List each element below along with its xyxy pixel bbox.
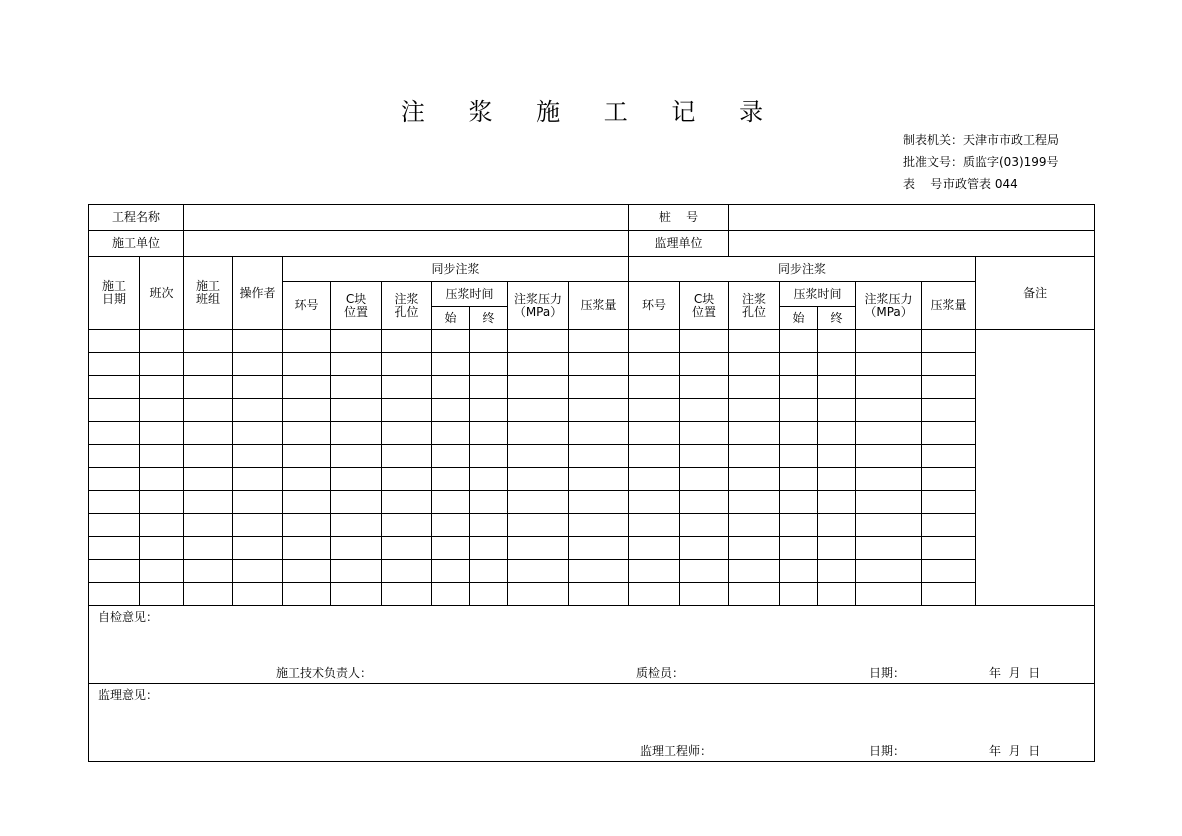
table-cell[interactable] — [680, 330, 729, 353]
table-cell[interactable] — [629, 560, 680, 583]
table-cell[interactable] — [856, 353, 922, 376]
table-cell[interactable] — [629, 514, 680, 537]
table-cell[interactable] — [729, 330, 780, 353]
table-cell[interactable] — [508, 468, 569, 491]
table-cell[interactable] — [432, 583, 470, 606]
table-cell[interactable] — [569, 353, 629, 376]
table-cell[interactable] — [140, 422, 184, 445]
header-volume-a: 压浆量 — [569, 282, 629, 330]
table-cell[interactable] — [856, 330, 922, 353]
header-start-a: 始 — [432, 307, 470, 330]
supervision-unit-label: 监理单位 — [629, 231, 729, 257]
table-cell[interactable] — [89, 468, 140, 491]
table-cell[interactable] — [140, 353, 184, 376]
header-construction-date: 施工 日期 — [89, 257, 140, 330]
table-cell[interactable] — [470, 468, 508, 491]
table-cell[interactable] — [432, 399, 470, 422]
table-cell[interactable] — [470, 422, 508, 445]
header-sync-grouting-b: 同步注浆 — [629, 257, 976, 282]
table-cell[interactable] — [184, 353, 233, 376]
table-cell[interactable] — [856, 468, 922, 491]
table-cell[interactable] — [780, 560, 818, 583]
table-cell[interactable] — [432, 445, 470, 468]
table-cell[interactable] — [729, 399, 780, 422]
table-cell[interactable] — [283, 560, 331, 583]
table-cell[interactable] — [432, 330, 470, 353]
table-row — [89, 514, 1095, 537]
header-hole-position-b: 注浆 孔位 — [729, 282, 780, 330]
grouting-record-table — [88, 204, 1095, 762]
table-cell[interactable] — [508, 491, 569, 514]
table-cell[interactable] — [680, 399, 729, 422]
header-pressure-b: 注浆压力 （MPa） — [856, 282, 922, 330]
table-cell[interactable] — [89, 560, 140, 583]
table-cell[interactable] — [283, 514, 331, 537]
table-cell[interactable] — [818, 583, 856, 606]
table-cell[interactable] — [508, 560, 569, 583]
table-cell[interactable] — [283, 583, 331, 606]
table-row — [89, 422, 1095, 445]
header-block-position-b: C块 位置 — [680, 282, 729, 330]
table-cell[interactable] — [140, 560, 184, 583]
table-cell[interactable] — [780, 376, 818, 399]
table-cell[interactable] — [729, 583, 780, 606]
table-cell[interactable] — [508, 583, 569, 606]
table-cell[interactable] — [818, 468, 856, 491]
table-cell[interactable] — [382, 560, 432, 583]
table-cell[interactable] — [184, 445, 233, 468]
table-cell[interactable] — [680, 445, 729, 468]
header-operator: 操作者 — [233, 257, 283, 330]
table-cell[interactable] — [331, 560, 382, 583]
table-cell[interactable] — [233, 583, 283, 606]
table-cell[interactable] — [780, 353, 818, 376]
table-cell[interactable] — [629, 468, 680, 491]
table-cell[interactable] — [140, 376, 184, 399]
table-cell[interactable] — [569, 560, 629, 583]
approval-number: 批准文号：质监字(03)199号 — [903, 155, 1059, 169]
table-cell[interactable] — [922, 330, 976, 353]
table-cell[interactable] — [470, 353, 508, 376]
table-cell[interactable] — [184, 514, 233, 537]
table-cell[interactable] — [569, 583, 629, 606]
table-cell[interactable] — [331, 330, 382, 353]
table-cell[interactable] — [856, 537, 922, 560]
table-cell[interactable] — [680, 537, 729, 560]
table-cell[interactable] — [432, 422, 470, 445]
table-cell[interactable] — [680, 422, 729, 445]
table-cell[interactable] — [432, 376, 470, 399]
table-cell[interactable] — [470, 445, 508, 468]
table-cell[interactable] — [569, 422, 629, 445]
self-check-label: 自检意见： — [98, 610, 159, 624]
table-cell[interactable] — [331, 422, 382, 445]
table-cell[interactable] — [629, 422, 680, 445]
table-cell[interactable] — [89, 330, 140, 353]
table-cell[interactable] — [508, 330, 569, 353]
table-cell[interactable] — [470, 330, 508, 353]
table-cell[interactable] — [818, 514, 856, 537]
table-cell[interactable] — [922, 445, 976, 468]
table-cell[interactable] — [283, 445, 331, 468]
table-cell[interactable] — [140, 514, 184, 537]
header-start-b: 始 — [780, 307, 818, 330]
table-cell[interactable] — [470, 583, 508, 606]
table-cell[interactable] — [233, 560, 283, 583]
table-cell[interactable] — [382, 537, 432, 560]
table-cell[interactable] — [629, 353, 680, 376]
table-cell[interactable] — [818, 376, 856, 399]
table-cell[interactable] — [569, 445, 629, 468]
table-cell[interactable] — [432, 468, 470, 491]
table-cell[interactable] — [629, 330, 680, 353]
header-end-b: 终 — [818, 307, 856, 330]
header-ring-no-a: 环号 — [283, 282, 331, 330]
table-cell[interactable] — [382, 445, 432, 468]
table-cell[interactable] — [432, 514, 470, 537]
table-cell[interactable] — [856, 514, 922, 537]
table-cell[interactable] — [283, 491, 331, 514]
table-cell[interactable] — [729, 537, 780, 560]
table-cell[interactable] — [382, 353, 432, 376]
tech-lead-label: 施工技术负责人： — [276, 666, 373, 680]
header-volume-b: 压浆量 — [922, 282, 976, 330]
table-cell[interactable] — [629, 537, 680, 560]
project-name-field[interactable] — [184, 205, 629, 231]
table-cell[interactable] — [89, 537, 140, 560]
table-cell[interactable] — [680, 583, 729, 606]
table-cell[interactable] — [780, 399, 818, 422]
table-cell[interactable] — [184, 376, 233, 399]
table-cell[interactable] — [184, 422, 233, 445]
table-cell[interactable] — [89, 399, 140, 422]
table-cell[interactable] — [818, 353, 856, 376]
table-cell[interactable] — [780, 445, 818, 468]
table-cell[interactable] — [382, 330, 432, 353]
table-cell[interactable] — [283, 468, 331, 491]
construction-unit-field[interactable] — [184, 231, 629, 257]
header-pressure-a: 注浆压力 （MPa） — [508, 282, 569, 330]
table-cell[interactable] — [331, 491, 382, 514]
table-cell[interactable] — [140, 583, 184, 606]
table-cell[interactable] — [729, 376, 780, 399]
table-cell[interactable] — [184, 468, 233, 491]
table-cell[interactable] — [140, 330, 184, 353]
construction-unit-label: 施工单位 — [89, 231, 184, 257]
table-row — [89, 537, 1095, 560]
header-block-position-a: C块 位置 — [331, 282, 382, 330]
project-name-label: 工程名称 — [89, 205, 184, 231]
table-cell[interactable] — [233, 376, 283, 399]
table-cell[interactable] — [89, 514, 140, 537]
table-cell[interactable] — [629, 376, 680, 399]
inspector-label: 质检员： — [636, 666, 685, 680]
table-cell[interactable] — [382, 376, 432, 399]
table-cell[interactable] — [569, 537, 629, 560]
table-cell[interactable] — [89, 376, 140, 399]
table-cell[interactable] — [729, 514, 780, 537]
self-check-date-label: 日期： — [869, 666, 906, 680]
table-cell[interactable] — [856, 583, 922, 606]
table-cell[interactable] — [331, 537, 382, 560]
table-row — [89, 583, 1095, 606]
table-cell[interactable] — [922, 537, 976, 560]
table-cell[interactable] — [508, 537, 569, 560]
table-cell[interactable] — [233, 468, 283, 491]
table-cell[interactable] — [233, 514, 283, 537]
table-cell[interactable] — [818, 560, 856, 583]
table-cell[interactable] — [680, 491, 729, 514]
table-row — [89, 353, 1095, 376]
header-sync-grouting-a: 同步注浆 — [283, 257, 629, 282]
table-cell[interactable] — [569, 376, 629, 399]
table-cell[interactable] — [470, 491, 508, 514]
table-cell[interactable] — [856, 560, 922, 583]
table-cell[interactable] — [729, 468, 780, 491]
table-row — [89, 468, 1095, 491]
table-cell[interactable] — [233, 399, 283, 422]
table-row — [89, 491, 1095, 514]
table-cell[interactable] — [680, 514, 729, 537]
issuing-authority: 制表机关：天津市市政工程局 — [903, 133, 1060, 147]
table-cell[interactable] — [780, 514, 818, 537]
table-cell[interactable] — [680, 353, 729, 376]
table-cell[interactable] — [856, 422, 922, 445]
self-check-ymd: 年 月 日 — [989, 666, 1041, 680]
table-cell[interactable] — [470, 376, 508, 399]
table-cell[interactable] — [508, 376, 569, 399]
table-cell[interactable] — [432, 491, 470, 514]
table-cell[interactable] — [629, 491, 680, 514]
form-number-value: 市政管表 044 — [943, 177, 1018, 191]
table-cell[interactable] — [818, 445, 856, 468]
self-check-cell[interactable] — [89, 606, 1095, 684]
table-cell[interactable] — [729, 445, 780, 468]
table-cell[interactable] — [233, 422, 283, 445]
table-cell[interactable] — [89, 491, 140, 514]
table-cell[interactable] — [629, 445, 680, 468]
table-cell[interactable] — [680, 560, 729, 583]
table-cell[interactable] — [922, 514, 976, 537]
table-cell[interactable] — [283, 330, 331, 353]
header-hole-position-a: 注浆 孔位 — [382, 282, 432, 330]
table-cell[interactable] — [184, 560, 233, 583]
table-cell[interactable] — [89, 353, 140, 376]
table-cell[interactable] — [382, 399, 432, 422]
table-cell[interactable] — [780, 468, 818, 491]
table-cell[interactable] — [140, 445, 184, 468]
table-cell[interactable] — [184, 583, 233, 606]
table-cell[interactable] — [470, 514, 508, 537]
table-cell[interactable] — [729, 491, 780, 514]
table-cell[interactable] — [569, 491, 629, 514]
table-cell[interactable] — [432, 353, 470, 376]
table-cell[interactable] — [818, 399, 856, 422]
table-cell[interactable] — [331, 514, 382, 537]
header-grouting-time-b: 压浆时间 — [780, 282, 856, 307]
table-cell[interactable] — [382, 514, 432, 537]
table-cell[interactable] — [922, 353, 976, 376]
table-cell[interactable] — [184, 537, 233, 560]
table-cell[interactable] — [569, 330, 629, 353]
pile-number-label: 桩 号 — [629, 205, 729, 231]
table-cell[interactable] — [680, 468, 729, 491]
table-cell[interactable] — [382, 422, 432, 445]
table-cell[interactable] — [508, 514, 569, 537]
header-remark: 备注 — [976, 257, 1095, 330]
supervision-date-label: 日期： — [869, 744, 906, 758]
table-cell[interactable] — [922, 583, 976, 606]
table-cell[interactable] — [922, 491, 976, 514]
table-row — [89, 560, 1095, 583]
table-cell[interactable] — [569, 468, 629, 491]
supervision-label: 监理意见： — [98, 688, 159, 702]
table-cell[interactable] — [233, 445, 283, 468]
table-cell[interactable] — [818, 537, 856, 560]
table-row — [89, 445, 1095, 468]
table-cell[interactable] — [922, 376, 976, 399]
table-cell[interactable] — [184, 399, 233, 422]
table-cell[interactable] — [922, 399, 976, 422]
table-cell[interactable] — [818, 491, 856, 514]
supervision-ymd: 年 月 日 — [989, 744, 1041, 758]
table-cell[interactable] — [856, 376, 922, 399]
supervision-engineer-label: 监理工程师： — [640, 744, 713, 758]
self-check-section — [89, 606, 1095, 684]
supervision-section — [89, 684, 1095, 762]
table-cell[interactable] — [729, 422, 780, 445]
table-cell[interactable] — [331, 445, 382, 468]
header-grouting-time-a: 压浆时间 — [432, 282, 508, 307]
header-shift: 班次 — [140, 257, 184, 330]
table-cell[interactable] — [184, 330, 233, 353]
table-cell[interactable] — [89, 422, 140, 445]
table-cell[interactable] — [89, 445, 140, 468]
header-ring-no-b: 环号 — [629, 282, 680, 330]
table-cell[interactable] — [331, 353, 382, 376]
table-cell[interactable] — [233, 353, 283, 376]
table-cell[interactable] — [283, 537, 331, 560]
table-cell[interactable] — [818, 422, 856, 445]
table-cell[interactable] — [569, 399, 629, 422]
table-cell[interactable] — [780, 537, 818, 560]
table-cell[interactable] — [184, 491, 233, 514]
table-cell[interactable] — [508, 399, 569, 422]
table-cell[interactable] — [629, 399, 680, 422]
table-cell[interactable] — [233, 330, 283, 353]
table-cell[interactable] — [508, 422, 569, 445]
table-cell[interactable] — [922, 468, 976, 491]
table-cell[interactable] — [780, 330, 818, 353]
table-cell[interactable] — [470, 537, 508, 560]
table-cell[interactable] — [729, 560, 780, 583]
table-cell[interactable] — [140, 468, 184, 491]
supervision-cell[interactable] — [89, 684, 1095, 762]
table-cell[interactable] — [331, 583, 382, 606]
table-cell[interactable] — [922, 560, 976, 583]
table-cell[interactable] — [729, 353, 780, 376]
form-number — [903, 175, 1018, 192]
table-cell[interactable] — [432, 537, 470, 560]
header-team: 施工 班组 — [184, 257, 233, 330]
supervision-unit-field[interactable] — [729, 231, 1095, 257]
pile-number-field[interactable] — [729, 205, 1095, 231]
table-cell[interactable] — [856, 445, 922, 468]
table-cell[interactable] — [331, 376, 382, 399]
header-end-a: 终 — [470, 307, 508, 330]
table-cell[interactable] — [283, 399, 331, 422]
table-cell[interactable] — [283, 422, 331, 445]
page-title: 注 浆 施 工 记 录 — [400, 98, 782, 126]
table-cell[interactable] — [922, 422, 976, 445]
table-cell[interactable] — [233, 491, 283, 514]
table-cell[interactable] — [470, 560, 508, 583]
table-cell[interactable] — [331, 399, 382, 422]
table-cell[interactable] — [382, 491, 432, 514]
table-row — [89, 330, 1095, 353]
table-cell[interactable] — [382, 583, 432, 606]
table-cell[interactable] — [233, 537, 283, 560]
table-cell[interactable] — [856, 491, 922, 514]
table-cell[interactable] — [140, 491, 184, 514]
table-cell[interactable] — [89, 583, 140, 606]
table-cell[interactable] — [818, 330, 856, 353]
table-cell[interactable] — [470, 399, 508, 422]
table-cell[interactable] — [780, 583, 818, 606]
table-cell[interactable] — [680, 376, 729, 399]
table-cell[interactable] — [780, 491, 818, 514]
table-cell[interactable] — [283, 376, 331, 399]
form-number-label: 表 号： — [903, 177, 955, 191]
table-cell[interactable] — [508, 445, 569, 468]
table-cell[interactable] — [780, 422, 818, 445]
table-cell[interactable] — [569, 514, 629, 537]
table-cell[interactable] — [140, 399, 184, 422]
table-cell[interactable] — [382, 468, 432, 491]
table-cell[interactable] — [140, 537, 184, 560]
table-cell[interactable] — [629, 583, 680, 606]
table-cell[interactable] — [432, 560, 470, 583]
table-cell[interactable] — [331, 468, 382, 491]
table-cell[interactable] — [508, 353, 569, 376]
table-cell[interactable] — [283, 353, 331, 376]
table-row — [89, 376, 1095, 399]
table-cell[interactable] — [856, 399, 922, 422]
remark-cell[interactable] — [976, 330, 1095, 606]
table-row — [89, 399, 1095, 422]
